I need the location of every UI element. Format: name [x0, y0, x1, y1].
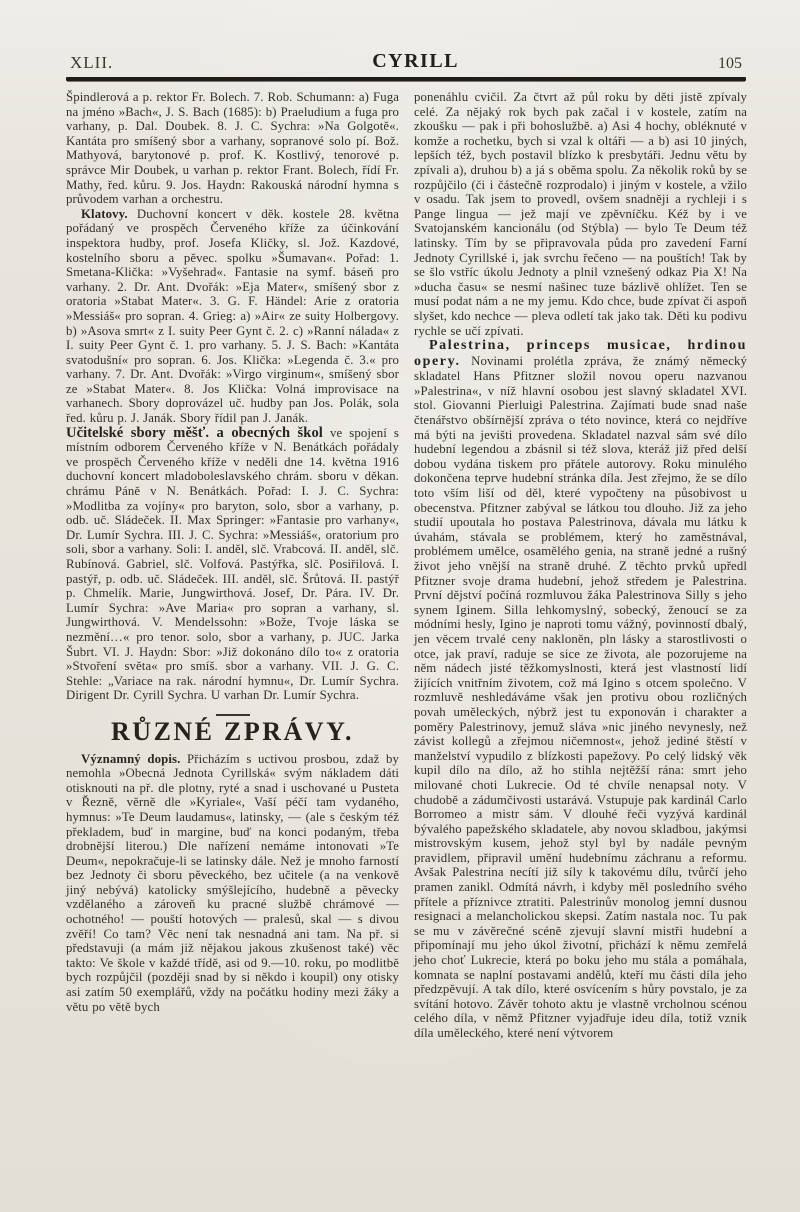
paragraph-palestrina [414, 338, 747, 1041]
paragraph-ucitelske [66, 426, 399, 703]
right-column [414, 90, 747, 1041]
left-column [66, 90, 399, 1041]
journal-title: CYRILL [372, 50, 460, 72]
vyznamny-dopis-heading: Významný dopis. [81, 751, 181, 766]
paragraph-continuation-left: Špindlerová a p. rektor Fr. Bolech. 7. Rob. Schumann: a) Fuga na jméno »Bach«, J. S. Bach (1685): b) Praeludium a fuga pro varhany, p. Dal. Doubek. 8. J. C. Sychra: »Na Golgotě«. Kantáta pro smíšený sbor a varhany, sopranové solo pí. Bož. Mathyová, barytonové p. prof. K. Kostlivý, tenorové p. správce Mir Doubek, u varhan p. rektor Frant. Bolech, řídí Fr. Mathy, řed. kůru. 9. Jos. Haydn: Rakouská národní hymna s průvodem varhan a orchestru. [66, 90, 399, 207]
paragraph-continuation-right: ponenáhlu cvičil. Za čtvrt až půl roku by děti jistě zpívaly celé. Za nějaký rok bych pak začal i v kostele, zatím na zkoušku — pak i při bohoslužbě. a) Asi 4 hochy, obléknuté v komže a rochetku, bych si vzal k oltáři — a b) asi 10 jiných, lepších též, bych postavil blízko k presbytáři. Jednu větu by zpívali a), druhou b) a já s oběma spolu. Za několik roků by se rozpůjčilo (či i částečně rozprodalo) i jiným v kostele, a vžilo v osadu. Tak jsem to provedl, ovšem snadněji a rychleji i s Pange lingua — jež mají ve zpěvníčku. Kéž by i ve Svatojanském kancionálu (od Stýbla) — bylo Te Deum též latinsky. Tím by se připravovala půda pro zavedení Farní Jednoty Cyrillské i, jak svrchu řečeno — na pouštích! Tak by se šlo vstříc úkolu Jednoty a plnil vznešený odkaz Pia X! Na »ducha času« se nesmí našinec tuze bázlivě ohlížet. Ten se musí podat nám a ne my jemu. Kdo chce, bude zpívat či aspoň slyšet, kdo nechce — pleva odletí tak jako tak. Děti ku podivu rychle se učí zpívati. [414, 90, 747, 338]
running-head [66, 50, 746, 77]
paragraph-klatovy [66, 207, 399, 426]
palestrina-text: Novinami prolétla zpráva, že známý německý skladatel Hans Pfitzner složil novou operu nazvanou »Palestrina«, v níž hlavní osobou jest slavný skladatel XVI. stol. Giovanni Pierluigi Palestrina. Zajímati bude snad naše čtenářstvo obšírnější zpráva o této novince, která co nejdříve má býti na jevišti provedena. Skladatel nazval sám své dílo hudební legendou a zbásnil si též slova, kteráž již před delší dobou vydána tiskem pro přátele autorovy. Roku minulého dokončena teprve hudební stránka díla. Jest zřejmo, že se dílo toto vším liší od děl, které vypočteny na působivost u obecenstva. Pfitzner zabýval se látkou tou dlouho. Již za jeho studií upoutala ho postava Palestrinova, dávala mu látku k úvahám, stávala se problémem, který ho zaměstnával, problémem umělce, osamělého genia, na straně jedné a rušný život jeho vnější na straně druhé. Z těchto prvků upředl Pfitzner svoje drama hudební, jehož středem je Palestrina. První dějství počíná rozmluvou žáka Palestrinova Silly s jeho synem Iginem. Silla lehkomyslný, sobecký, ženoucí se za módními hesly, Igino je naproti tomu vážný, povinností dbalý, jen věcem trvalé ceny nakloněn, pln lásky a starostlivosti o otce, jak praví, raduje se sice ze života, ale pozorujeme na něm nádech jisté těžkomyslnosti, která jest vlastností lidí žijících vnitřním životem, což má Igino s otcem společno. V rozmluvě neshledáváme však jen protivu obou rozličných povah uměleckých, nýbrž jest tu exponován i charakter a poměry Palestrinovy, jemuž sláva »nic jiného nevynesly, než závist kollegů a zřejmou ničemnost«, jehož jediné štěstí v manželství vypudilo z blízkosti papežovy. Po celý lidský věk kupil dílo na dílo, až ho stihla nejtěžší rána: smrt jeho milované choti Lukrecie. Od té chvíle nenapsal noty. V chudobě a zádumčivosti ustarává. Vstupuje pak kardinál Carlo Borromeo a mistr sám. V dlouhé řeči vyzývá kardinál bývalého papežského skladatele, aby novou skladbou, jakýmsi mistrovským kusem, jehož styl byl by nadále pevným pravidlem, připravil umění hudebnímu záchranu a reformu. Avšak Palestrina necítí již síly k takovému dílu, tvůrčí jeho pramen zanikl. Odmítá návrh, i kdyby měl posledního svého přítele a příznivce ztratiti. Palestrinův monolog jemní dusnou resignaci a melancholickou skepsi. Zatím nastala noc. Tu pak se mu v závěrečné scéně zjevují slavní mistři hudební a připomínají mu jeho úkol životní, přichází k němu zemřelá jeho choť Lukrecie, která po boku jeho mu stála a pomáhala, komnata se naplní postavami andělů, kteří mu části díla jeho předzpěvují. A tak dílo, které osvícením s hůry povstalo, je za svítání hotovo. Závěr tohoto aktu je vlastně vrcholnou scénou celého díla, v němž Pfitzner vyjadřuje ideu díla, totiž vznik díla uměleckého, které není výtvorem [414, 353, 747, 1040]
ucitelske-heading: Učitelské sbory měšť. a obecných škol [66, 424, 323, 441]
klatovy-text: Duchovní koncert v děk. kostele 28. května pořádaný ve prospěch Červeného kříže za účinkování inspektora hudby, prof. Josefa Kličky, sl. Jož. Kazdové, kostelního sboru a pěvec. spolku »Šumavan«. Pořad: 1. Smetana-Klička: »Vyšehrad«. Fantasie na symf. báseň pro varhany. 2. Dr. Ant. Dvořák: »Eja Mater«, smíšený sbor z oratoria »Stabat Mater«. 3. G. F. Händel: Arie z oratoria »Messiáš« pro sopran. 4. Grieg: a) »Air« ze suity Holbergovy. b) »Asova smrt« z I. suity Peer Gynt č. 2. c) »Ranní nálada« z I. suity Peer Gynt č. 1. pro varhany. 5. J. S. Bach: »Kantáta svatodušní« pro sopran. 6. Jos. Klička: »Legenda č. 3.« pro varhany. 7. Dr. Ant. Dvořák: »Virgo virginum«, smíšený sbor ze »Stabat Mater«. 8. Jos Klička: Volná improvisace na varhanech. Sbory doprovázel uč. hudby pan Jos. Polák, sola řed. kůru p. J. Janák. Sbory řídil pan J. Janák. [66, 206, 399, 426]
vyznamny-dopis-text: Přicházím s uctivou prosbou, zdaž by nemohla »Obecná Jednota Cyrillská« svým nákladem dáti otisknouti na př. dle plotny, ryté a snad i uschované u Pusteta v Řezně, věrně dle »Kyriale«, Vaší péčí tam vydaného, hymnus: »Te Deum laudamus«, latinsky, — (ale s českým též překladem, buď in margine, buď na konci podaným, třeba drobnější literou.) Dle nařízení nemáme intonovati »Te Deum«, nepokračuje-li se latinsky dále. Než je mnoho farností bez Jednoty či sboru pěveckého, bez učitele (a na venkově jiný nebývá) katolicky smýšlejícího, hudebně a pěvecky vzdělaného a zároveň ku pracné službě chrámové — ochotného! — pouští hotových — pralesů, skal — s divou zvěří! Co tam? Věc není tak nesnadná ani tam. Na př. si představuji (a mám již nějakou jakous zkušenost také) věc takto: Ve škole v každé třídě, asi od 9.—10. roku, po modlitbě bych rozpůjčil (později snad by si někdo i koupil) ony otisky asi zatím 50 exemplářů, vždy na počátku hodiny mezi žáky a větu po větě bych [66, 751, 400, 1014]
ucitelske-text: ve spojení s místním odborem Červeného kříže v N. Benátkách pořádaly ve prospěch Červeného kříže v neděli dne 14. května 1916 duchovní koncert mladoboleslavského chrám. sboru v děkan. chrámu Páně v N. Benátkách. Pořad: I. J. C. Sychra: »Modlitba za vojíny« pro baryton, solo, sbor a varhany, p. odb. uč. Sládeček. II. Max Springer: »Fantasie pro varhany«, Dr. Lumír Sychra. III. J. C. Sychra: »Messiáš«, oratorium pro soli, sbor a varhany. Soli: I. anděl, slč. Vrabcová. II. anděl, slč. Rubínová. Gabriel, slč. Volfová. Pastýřka, slč. Posiřilová. I. pastýř, p. odb. uč. Sládeček. III. anděl, slč. Šrůtová. II. pastýř p. Chmelík. Marie, Jungwirthová. Josef, Dr. Pára. IV. Dr. Lumír Sychra: »Ave Maria« pro sopran a varhany, sl. Jungwirthová. V. Mendelssohn: »Bože, Tvoje láska se nezmění…« pro tenor. solo, sbor a varhany, p. JUC. Jarka Šubrt. VI. J. Haydn: Sbor: »Již dokonáno dílo to« z oratoria »Stvoření světa« pro smíš. sbor a varhany. VII. J. G. C. Stehle: „Variace na rak. národní hymnu«, Dr. Lumír Sychra. Dirigent Dr. Cyrill Sychra. U varhan Dr. Lumír Sychra. [66, 425, 399, 703]
section-heading-ruzne-zpravy: RŮZNÉ ZPRÁVY. [111, 716, 354, 746]
section-divider-rule [216, 714, 250, 716]
header-rule [66, 77, 746, 81]
volume-label: XLII. [70, 53, 114, 72]
page-number: 105 [718, 55, 742, 72]
klatovy-heading: Klatovy. [81, 206, 128, 221]
palestrina-heading: Palestrina, princeps musicae, hrdinou opery. [414, 338, 747, 369]
paragraph-vyznamny-dopis [66, 752, 399, 1015]
text-columns [66, 90, 746, 1041]
